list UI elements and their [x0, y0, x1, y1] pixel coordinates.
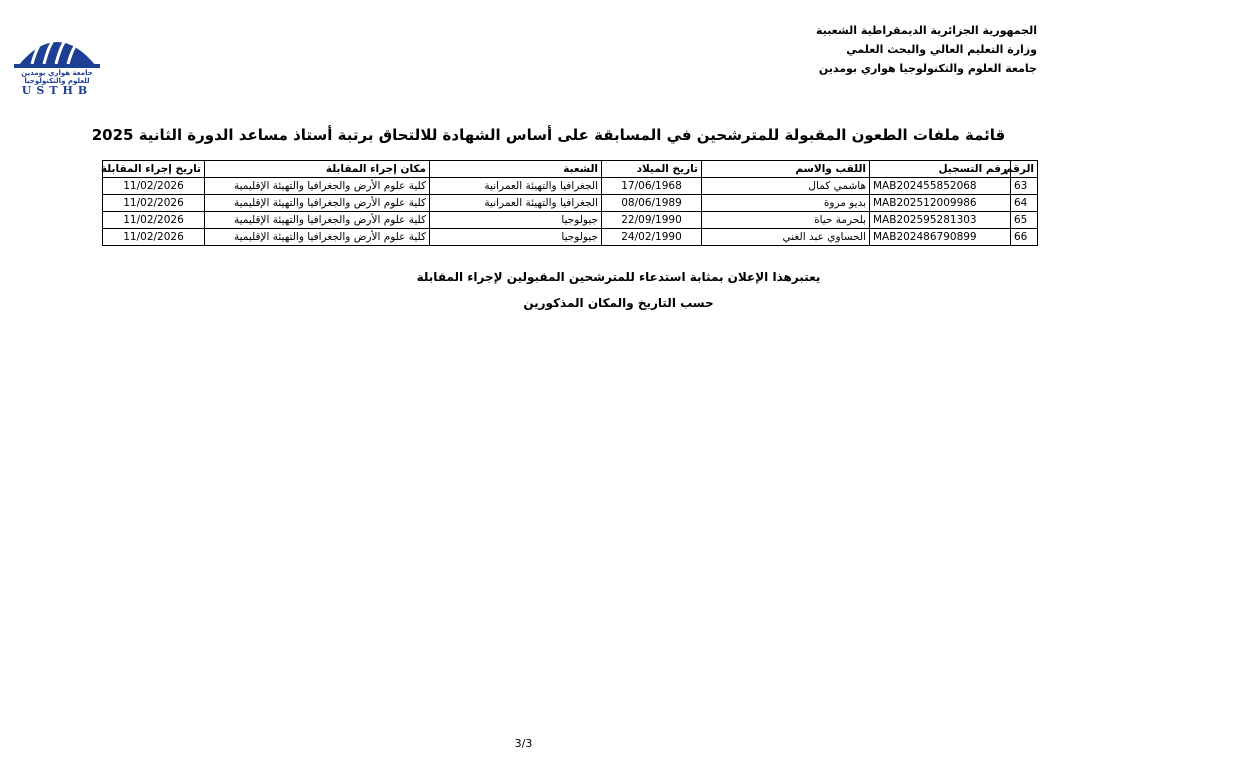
- document-title: قائمة ملفات الطعون المقبولة للمترشحين في المسابقة على أساس الشهادة للالتحاق برتبة أستاذ مساعد الدورة الثانية 2025: [91, 126, 1006, 144]
- table-row: [103, 195, 1038, 212]
- cell-interview-date: 11/02/2026: [103, 229, 205, 246]
- cell-interview-date: 11/02/2026: [103, 178, 205, 195]
- cell-number: 65: [1011, 212, 1038, 229]
- notice-line-2: حسب التاريخ والمكان المذكورين: [523, 296, 714, 310]
- cell-full-name: بلحرمة حياة: [702, 212, 870, 229]
- cell-number: 66: [1011, 229, 1038, 246]
- header-ministry: وزارة التعليم العالي والبحث العلمي: [846, 43, 1037, 56]
- cell-specialty: جيولوجيا: [430, 212, 602, 229]
- usthb-logo: [12, 26, 102, 98]
- cell-registration: MAB202595281303: [870, 212, 1011, 229]
- header-interview-date: تاريخ إجراء المقابلة: [103, 161, 205, 178]
- ministry-header: [816, 21, 1037, 78]
- table-header-row: [103, 161, 1038, 178]
- logo-arabic-name: جامعة هواري بومدين للعلوم والتكنولوجيا: [21, 69, 93, 85]
- cell-birth-date: 08/06/1989: [602, 195, 702, 212]
- cell-registration: MAB202512009986: [870, 195, 1011, 212]
- cell-birth-date: 24/02/1990: [602, 229, 702, 246]
- cell-specialty: جيولوجيا: [430, 229, 602, 246]
- header-birth-date: تاريخ الميلاد: [602, 161, 702, 178]
- candidates-table: [102, 160, 1038, 246]
- page-number: 3/3: [514, 737, 533, 750]
- table-row: [103, 212, 1038, 229]
- cell-interview-place: كلية علوم الأرض والجغرافيا والتهيئة الإقليمية: [205, 212, 430, 229]
- cell-number: 64: [1011, 195, 1038, 212]
- cell-registration: MAB202455852068: [870, 178, 1011, 195]
- cell-number: 63: [1011, 178, 1038, 195]
- table-row: [103, 229, 1038, 246]
- cell-interview-place: كلية علوم الأرض والجغرافيا والتهيئة الإقليمية: [205, 178, 430, 195]
- cell-interview-date: 11/02/2026: [103, 212, 205, 229]
- usthb-emblem-icon: [12, 26, 102, 70]
- header-university: جامعة العلوم والتكنولوجيا هواري بومدين: [818, 62, 1037, 75]
- table-row: [103, 178, 1038, 195]
- cell-interview-place: كلية علوم الأرض والجغرافيا والتهيئة الإقليمية: [205, 195, 430, 212]
- cell-interview-place: كلية علوم الأرض والجغرافيا والتهيئة الإقليمية: [205, 229, 430, 246]
- header-specialty: الشعبة: [430, 161, 602, 178]
- header-interview-place: مكان إجراء المقابلة: [205, 161, 430, 178]
- notice-line-1: يعتبرهذا الإعلان بمثابة استدعاء للمترشحين المقبولين لإجراء المقابلة: [416, 270, 821, 284]
- cell-specialty: الجغرافيا والتهيئة العمرانية: [430, 195, 602, 212]
- cell-full-name: بديو مروة: [702, 195, 870, 212]
- header-republic: الجمهورية الجزائرية الديمقراطية الشعبية: [816, 24, 1037, 37]
- header-full-name: اللقب والاسم: [702, 161, 870, 178]
- cell-birth-date: 17/06/1968: [602, 178, 702, 195]
- header-number: الرقم: [1011, 161, 1038, 178]
- header-registration: رقم التسجيل: [870, 161, 1011, 178]
- cell-registration: MAB202486790899: [870, 229, 1011, 246]
- logo-acronym: USTHB: [21, 84, 93, 97]
- cell-full-name: الحساوي عبد الغني: [702, 229, 870, 246]
- cell-specialty: الجغرافيا والتهيئة العمرانية: [430, 178, 602, 195]
- cell-birth-date: 22/09/1990: [602, 212, 702, 229]
- cell-interview-date: 11/02/2026: [103, 195, 205, 212]
- cell-full-name: هاشمي كمال: [702, 178, 870, 195]
